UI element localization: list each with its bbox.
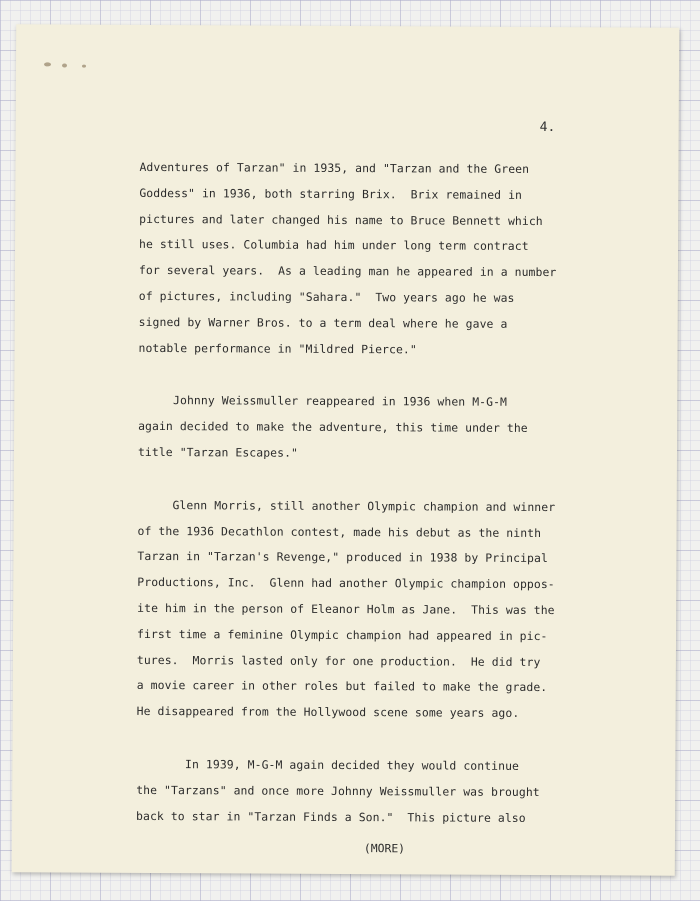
text-line: first time a feminine Olympic champion had appeared in pic- xyxy=(136,626,548,643)
text-line: tures. Morris lasted only for one production. He did try xyxy=(136,652,541,669)
body-text xyxy=(136,155,620,832)
paragraph xyxy=(138,388,618,468)
text-line: pictures and later changed his name to Bruce Bennett which xyxy=(139,211,543,228)
ink-smudge xyxy=(44,62,51,66)
text-line: Johnny Weissmuller reappeared in 1936 when M-G-M xyxy=(138,393,508,410)
continuation-marker: (MORE) xyxy=(363,841,406,856)
typewritten-page xyxy=(12,24,679,875)
text-line: Goddess" in 1936, both starring Brix. Brix remained in xyxy=(139,185,523,202)
paragraph xyxy=(138,155,619,364)
text-line: he still uses. Columbia had him under long term contract xyxy=(139,237,529,254)
paragraph xyxy=(137,493,618,728)
text-line: notable performance in "Mildred Pierce." xyxy=(138,340,417,356)
paragraph xyxy=(136,752,616,832)
text-line: a movie career in other roles but failed to make the grade. xyxy=(136,678,548,695)
text-line: In 1939, M-G-M again decided they would continue xyxy=(136,756,520,773)
text-line: title "Tarzan Escapes." xyxy=(137,444,299,460)
page-number: 4. xyxy=(539,120,556,136)
text-line: ite him in the person of Eleanor Holm as Jane. This was the xyxy=(137,600,555,618)
ink-smudge xyxy=(62,64,67,68)
text-line: for several years. As a leading man he appeared in a number xyxy=(138,263,557,280)
text-line: Productions, Inc. Glenn had another Olympic champion oppos- xyxy=(137,575,555,592)
text-line: back to star in "Tarzan Finds a Son." This picture also xyxy=(136,808,526,825)
text-line: He disappeared from the Hollywood scene some years ago. xyxy=(136,704,520,721)
text-line: Glenn Morris, still another Olympic champion and winner xyxy=(137,497,556,514)
text-line: of the 1936 Decathlon contest, made his debut as the ninth xyxy=(137,523,542,540)
ink-smudge xyxy=(82,65,86,68)
text-line: signed by Warner Bros. to a term deal where he gave a xyxy=(138,314,508,331)
text-line: of pictures, including "Sahara." Two years ago he was xyxy=(138,288,515,305)
text-line: Adventures of Tarzan" in 1935, and "Tarzan and the Green xyxy=(139,159,530,176)
text-line: the "Tarzans" and once more Johnny Weissmuller was brought xyxy=(136,782,540,799)
text-line: Tarzan in "Tarzan's Revenge," produced in 1938 by Principal xyxy=(137,549,548,566)
text-line: again decided to make the adventure, this time under the xyxy=(138,419,528,436)
